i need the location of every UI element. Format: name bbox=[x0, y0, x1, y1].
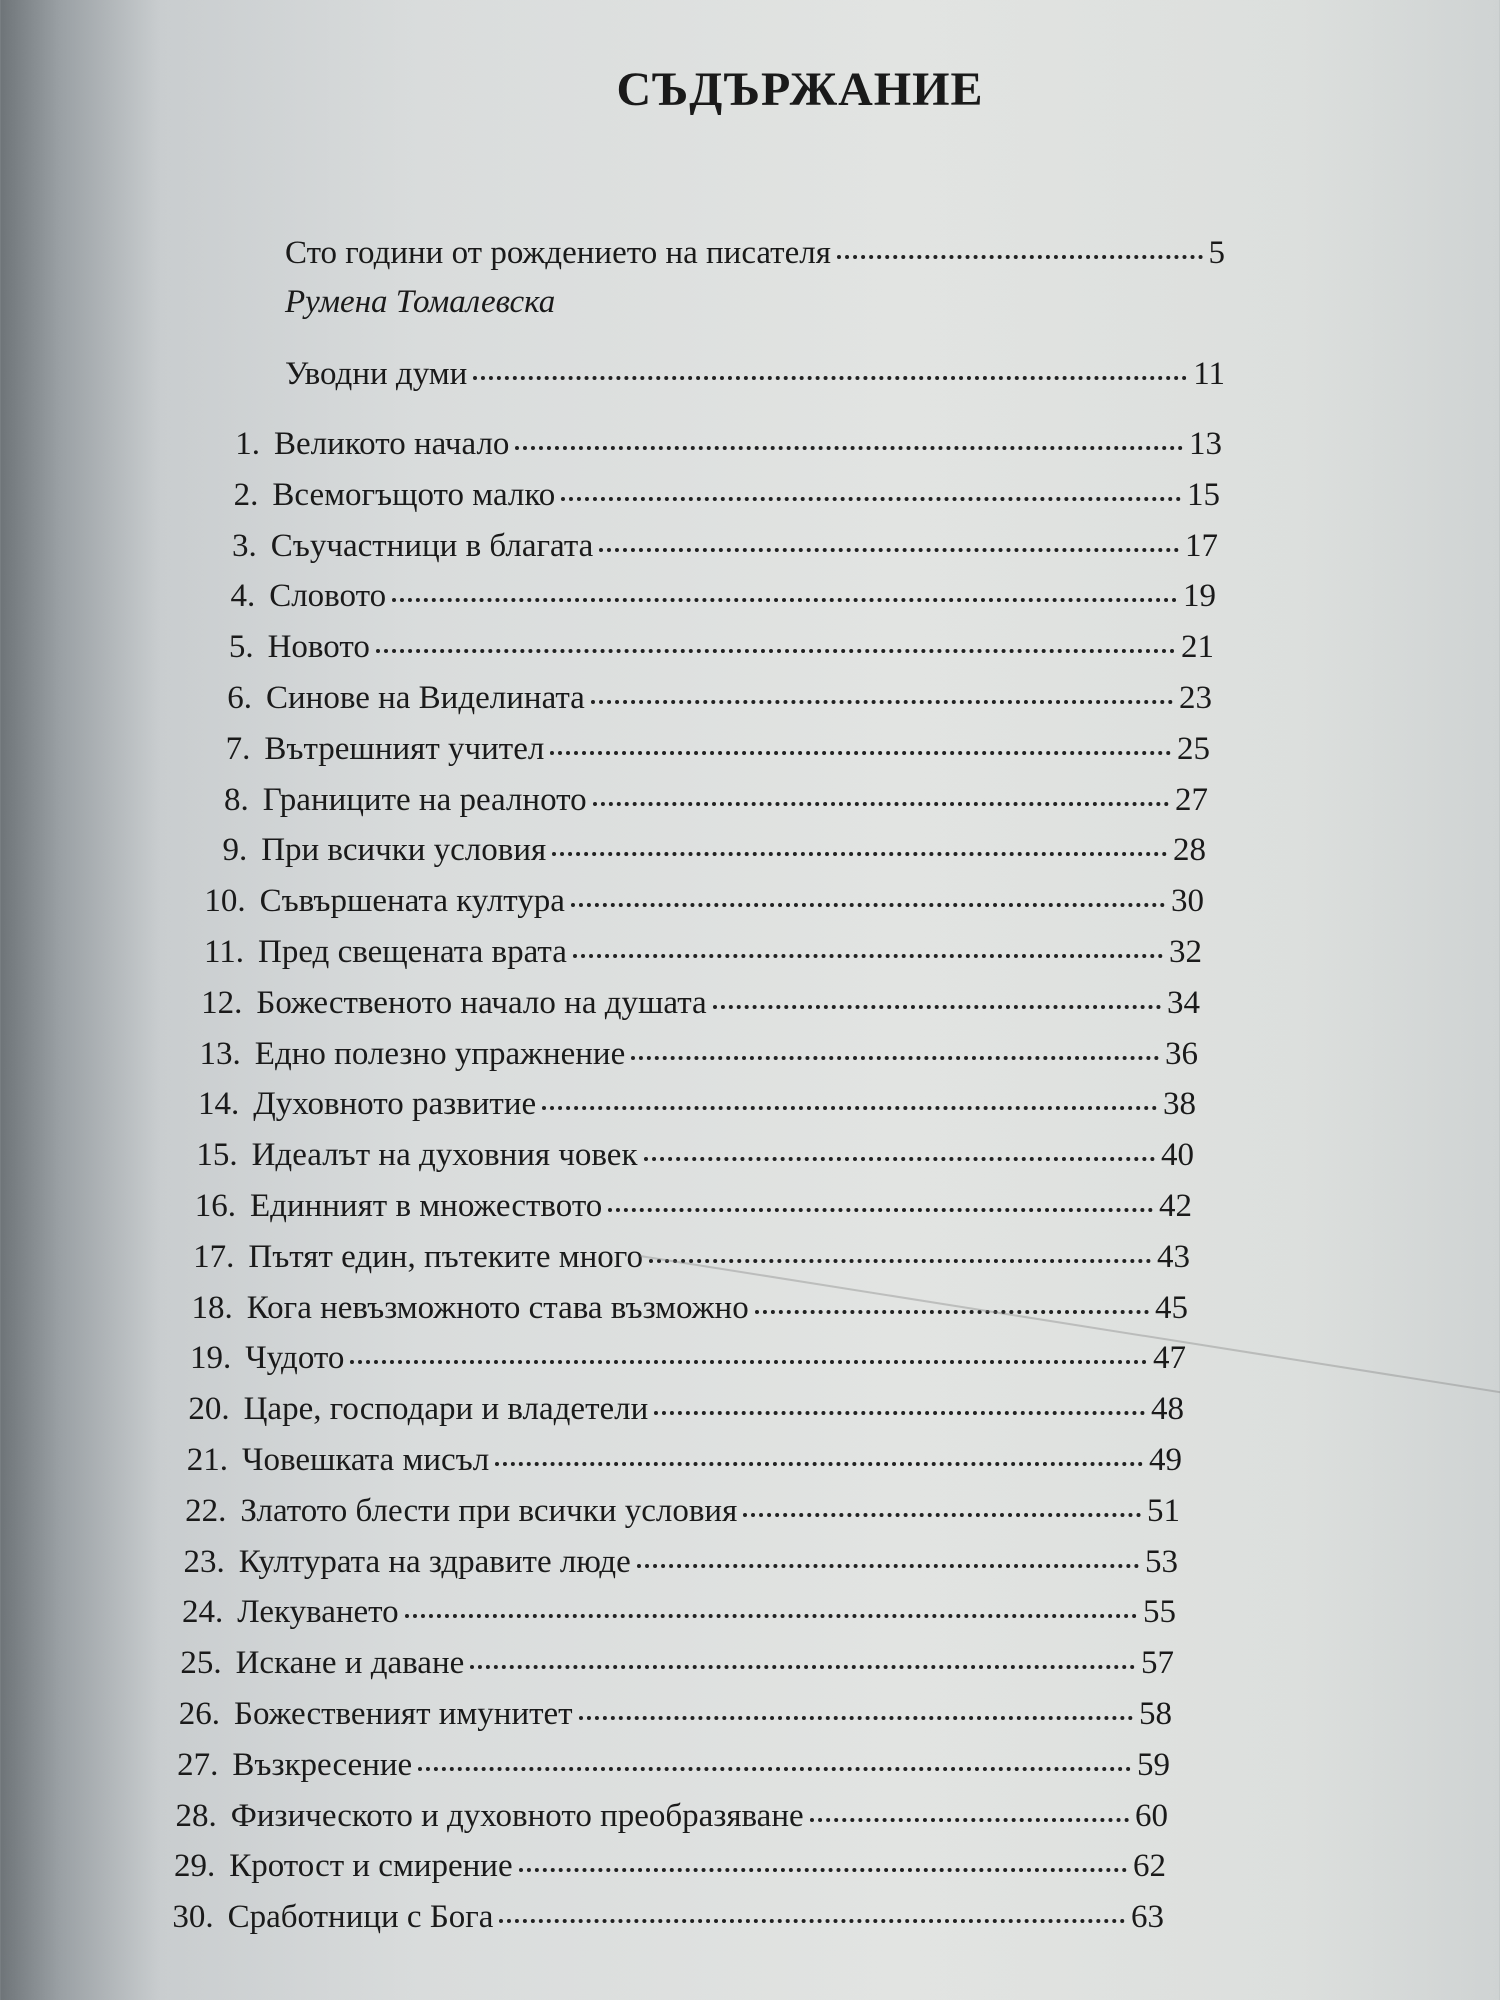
toc-page-number: 36 bbox=[1164, 1035, 1198, 1072]
toc-page-number: 15 bbox=[1186, 476, 1220, 513]
toc-entry-number: 14. bbox=[197, 1086, 240, 1123]
toc-dot-leader bbox=[649, 1259, 1151, 1263]
toc-entry bbox=[155, 1846, 1166, 1886]
toc-entry-number: 30. bbox=[172, 1899, 214, 1936]
toc-dot-leader bbox=[350, 1360, 1147, 1364]
toc-entry-text: Възкресение bbox=[232, 1746, 413, 1783]
toc-entry-number: 21. bbox=[186, 1442, 228, 1478]
toc-page-number: 11 bbox=[1193, 356, 1225, 392]
toc-dot-leader bbox=[392, 598, 1177, 602]
toc-entry bbox=[179, 1084, 1196, 1124]
toc-page-number: 23 bbox=[1179, 680, 1212, 716]
toc-dot-leader bbox=[837, 255, 1203, 259]
toc-entry-intro bbox=[285, 233, 1225, 273]
toc-dot-leader bbox=[552, 852, 1167, 856]
toc-page-number: 5 bbox=[1208, 235, 1225, 271]
toc-entry-number: 25. bbox=[180, 1645, 222, 1682]
toc-page-number: 17 bbox=[1184, 527, 1218, 564]
toc-entry bbox=[194, 627, 1214, 667]
toc-dot-leader bbox=[608, 1208, 1153, 1212]
toc-entry-text: Златото блести при всички условия bbox=[240, 1492, 738, 1529]
toc-entry-text: Божественият имунитет bbox=[234, 1696, 573, 1732]
toc-entry-text: Великото начало bbox=[274, 426, 510, 462]
toc-entry-text: Пред свещената врата bbox=[258, 934, 567, 970]
toc-dot-leader bbox=[573, 954, 1163, 958]
toc-entry bbox=[182, 983, 1200, 1023]
toc-entry bbox=[162, 1643, 1174, 1683]
toc-entry-number: 9. bbox=[222, 832, 248, 869]
toc-page-number: 45 bbox=[1154, 1289, 1188, 1326]
toc-entry-text: Сто години от рождението на писателя bbox=[285, 235, 831, 271]
toc-entry-number: 5. bbox=[228, 629, 254, 666]
toc-dot-leader bbox=[473, 376, 1187, 380]
toc-entry-number: 8. bbox=[224, 781, 249, 818]
toc-entry-number: 12. bbox=[201, 984, 243, 1021]
toc-entry-number: 19. bbox=[189, 1340, 232, 1377]
toc-entry-text: Вътрешният учител bbox=[264, 730, 545, 767]
toc-dot-leader bbox=[599, 548, 1179, 552]
toc-page-number: 48 bbox=[1150, 1391, 1184, 1428]
toc-entry-text: Словото bbox=[269, 578, 387, 615]
toc-entry-text: Кротост и смирение bbox=[229, 1848, 513, 1885]
toc-dot-leader bbox=[593, 802, 1169, 806]
toc-dot-leader bbox=[631, 1056, 1159, 1060]
toc-entry bbox=[173, 1288, 1188, 1328]
toc-entry-number: 6. bbox=[227, 680, 252, 716]
toc-entry-author: Румена Томалевска bbox=[285, 284, 556, 320]
toc-dot-leader bbox=[755, 1310, 1149, 1314]
toc-page-number: 49 bbox=[1149, 1442, 1182, 1478]
toc-entry-number: 16. bbox=[194, 1188, 236, 1224]
toc-entry bbox=[186, 881, 1204, 921]
toc-entry-number: 2. bbox=[233, 476, 259, 513]
toc-page-number: 53 bbox=[1144, 1543, 1178, 1580]
toc-dot-leader bbox=[810, 1818, 1129, 1822]
toc-entry-number: 13. bbox=[199, 1035, 241, 1072]
toc-page-number: 58 bbox=[1139, 1696, 1172, 1732]
toc-entry-text: Синове на Виделината bbox=[266, 680, 585, 716]
toc-entry-text: Границите на реалното bbox=[262, 781, 587, 818]
toc-entry bbox=[165, 1542, 1178, 1582]
toc-entry-text: При всички условия bbox=[261, 832, 547, 869]
toc-entry bbox=[168, 1440, 1182, 1480]
toc-entry-text: Идеалът на духовния човек bbox=[251, 1137, 638, 1174]
toc-entry-foreword bbox=[285, 354, 1225, 394]
toc-dot-leader bbox=[515, 446, 1183, 450]
toc-dot-leader bbox=[405, 1614, 1137, 1618]
toc-entry-text: Чудото bbox=[245, 1340, 345, 1377]
toc-entry-text: Духовното развитие bbox=[253, 1086, 537, 1123]
toc-entry-text: Лекуването bbox=[237, 1594, 399, 1631]
toc-entry-number: 10. bbox=[204, 883, 246, 920]
toc-entry-number: 11. bbox=[203, 934, 244, 970]
toc-dot-leader bbox=[637, 1564, 1139, 1568]
toc-entry-text: Кога невъзможното става възможно bbox=[246, 1289, 749, 1326]
toc-dot-leader bbox=[550, 751, 1171, 755]
toc-entry bbox=[174, 1237, 1190, 1277]
toc-page-number: 13 bbox=[1189, 426, 1222, 462]
toc-entry-text: Човешката мисъл bbox=[242, 1442, 490, 1478]
toc-entry bbox=[178, 1135, 1194, 1175]
toc-dot-leader bbox=[499, 1919, 1125, 1923]
toc-entry bbox=[187, 830, 1206, 870]
toc-entry-number: 17. bbox=[193, 1238, 235, 1275]
toc-page-number: 63 bbox=[1130, 1899, 1164, 1936]
toc-page-number: 59 bbox=[1136, 1746, 1170, 1783]
toc-page-number: 25 bbox=[1176, 730, 1210, 767]
toc-entry-number: 4. bbox=[230, 578, 256, 615]
toc-dot-leader bbox=[713, 1005, 1161, 1009]
toc-entry bbox=[200, 424, 1222, 464]
toc-entry bbox=[195, 576, 1216, 616]
toc-dot-leader bbox=[743, 1513, 1141, 1517]
toc-entry-number: 23. bbox=[183, 1543, 225, 1580]
toc-entry-text: Съвършената култура bbox=[259, 883, 565, 920]
toc-entry bbox=[160, 1694, 1172, 1734]
toc-entry bbox=[192, 678, 1212, 718]
toc-page-number: 42 bbox=[1159, 1188, 1192, 1224]
toc-page-number: 55 bbox=[1142, 1594, 1176, 1631]
toc-page-number: 19 bbox=[1182, 578, 1216, 615]
toc-entry-text: Културата на здравите люде bbox=[238, 1543, 631, 1580]
toc-entry bbox=[176, 1186, 1192, 1226]
toc-entry-number: 26. bbox=[178, 1696, 220, 1732]
toc-page-number: 51 bbox=[1146, 1492, 1180, 1529]
toc-dot-leader bbox=[654, 1411, 1145, 1415]
toc-entry bbox=[166, 1491, 1180, 1531]
toc-entry-text: Съучастници в благата bbox=[270, 527, 594, 564]
toc-entry-number: 27. bbox=[177, 1746, 219, 1783]
toc-entry bbox=[154, 1897, 1164, 1937]
toc-page-number: 43 bbox=[1156, 1238, 1190, 1275]
toc-dot-leader bbox=[418, 1767, 1131, 1771]
toc-page-number: 47 bbox=[1152, 1340, 1186, 1377]
toc-entry-number: 28. bbox=[175, 1797, 217, 1834]
toc-page-number: 34 bbox=[1166, 984, 1200, 1021]
toc-entry bbox=[181, 1034, 1198, 1074]
toc-entry bbox=[157, 1796, 1168, 1836]
toc-entry-number: 15. bbox=[196, 1137, 238, 1174]
toc-page-number: 30 bbox=[1170, 883, 1204, 920]
toc-page-number: 27 bbox=[1174, 781, 1208, 818]
toc-entry-text: Единният в множеството bbox=[250, 1188, 603, 1224]
toc-dot-leader bbox=[519, 1868, 1127, 1872]
toc-entry-number: 18. bbox=[191, 1289, 233, 1326]
toc-page-number: 62 bbox=[1132, 1848, 1166, 1885]
toc-entry-number: 20. bbox=[188, 1391, 230, 1428]
toc-dot-leader bbox=[591, 700, 1173, 704]
toc-entry-number: 22. bbox=[185, 1492, 227, 1529]
toc-entry bbox=[184, 932, 1202, 972]
toc-entry bbox=[189, 780, 1208, 820]
toc-page-number: 40 bbox=[1160, 1137, 1194, 1174]
toc-entry bbox=[158, 1745, 1170, 1785]
toc-page-number: 32 bbox=[1169, 934, 1202, 970]
toc-entry-text: Божественото начало на душата bbox=[256, 984, 707, 1021]
toc-dot-leader bbox=[579, 1716, 1133, 1720]
toc-entry-number: 1. bbox=[235, 426, 260, 462]
toc-dot-leader bbox=[495, 1462, 1143, 1466]
toc-page-number: 60 bbox=[1134, 1797, 1168, 1834]
toc-page-number: 38 bbox=[1162, 1086, 1196, 1123]
page-title: СЪДЪРЖАНИЕ bbox=[616, 63, 984, 116]
toc-dot-leader bbox=[376, 649, 1175, 653]
toc-entry-text: Царе, господари и владетели bbox=[243, 1391, 649, 1428]
toc-entry-number: 7. bbox=[225, 730, 251, 767]
toc-page-number: 57 bbox=[1140, 1645, 1174, 1682]
toc-entry-text: Всемогъщото малко bbox=[272, 476, 556, 513]
toc-entry-text: Новото bbox=[267, 629, 370, 666]
toc-entry-text: Пътят един, пътеките много bbox=[248, 1238, 644, 1275]
toc-entry-number: 3. bbox=[232, 527, 257, 564]
toc-dot-leader bbox=[561, 497, 1181, 501]
toc-entry-text: Едно полезно упражнение bbox=[254, 1035, 626, 1072]
toc-entry-number: 24. bbox=[181, 1594, 224, 1631]
toc-entry bbox=[171, 1338, 1186, 1378]
toc-dot-leader bbox=[542, 1106, 1157, 1110]
toc-page-number: 28 bbox=[1172, 832, 1206, 869]
toc-entry-text: Уводни думи bbox=[285, 356, 468, 392]
toc-entry-text: Физическото и духовното преобразяване bbox=[230, 1797, 804, 1834]
toc-page-number: 21 bbox=[1180, 629, 1214, 666]
toc-entry bbox=[170, 1389, 1184, 1429]
toc-entry-text: Искане и даване bbox=[235, 1645, 465, 1682]
toc-entry bbox=[163, 1592, 1176, 1632]
toc-entry-text: Сработници с Бога bbox=[227, 1899, 494, 1936]
toc-dot-leader bbox=[571, 903, 1165, 907]
toc-entry-number: 29. bbox=[173, 1848, 216, 1885]
toc-dot-leader bbox=[470, 1665, 1135, 1669]
toc-entry bbox=[198, 475, 1220, 515]
toc-dot-leader bbox=[644, 1157, 1155, 1161]
toc-entry bbox=[190, 729, 1210, 769]
toc-entry bbox=[197, 526, 1218, 566]
